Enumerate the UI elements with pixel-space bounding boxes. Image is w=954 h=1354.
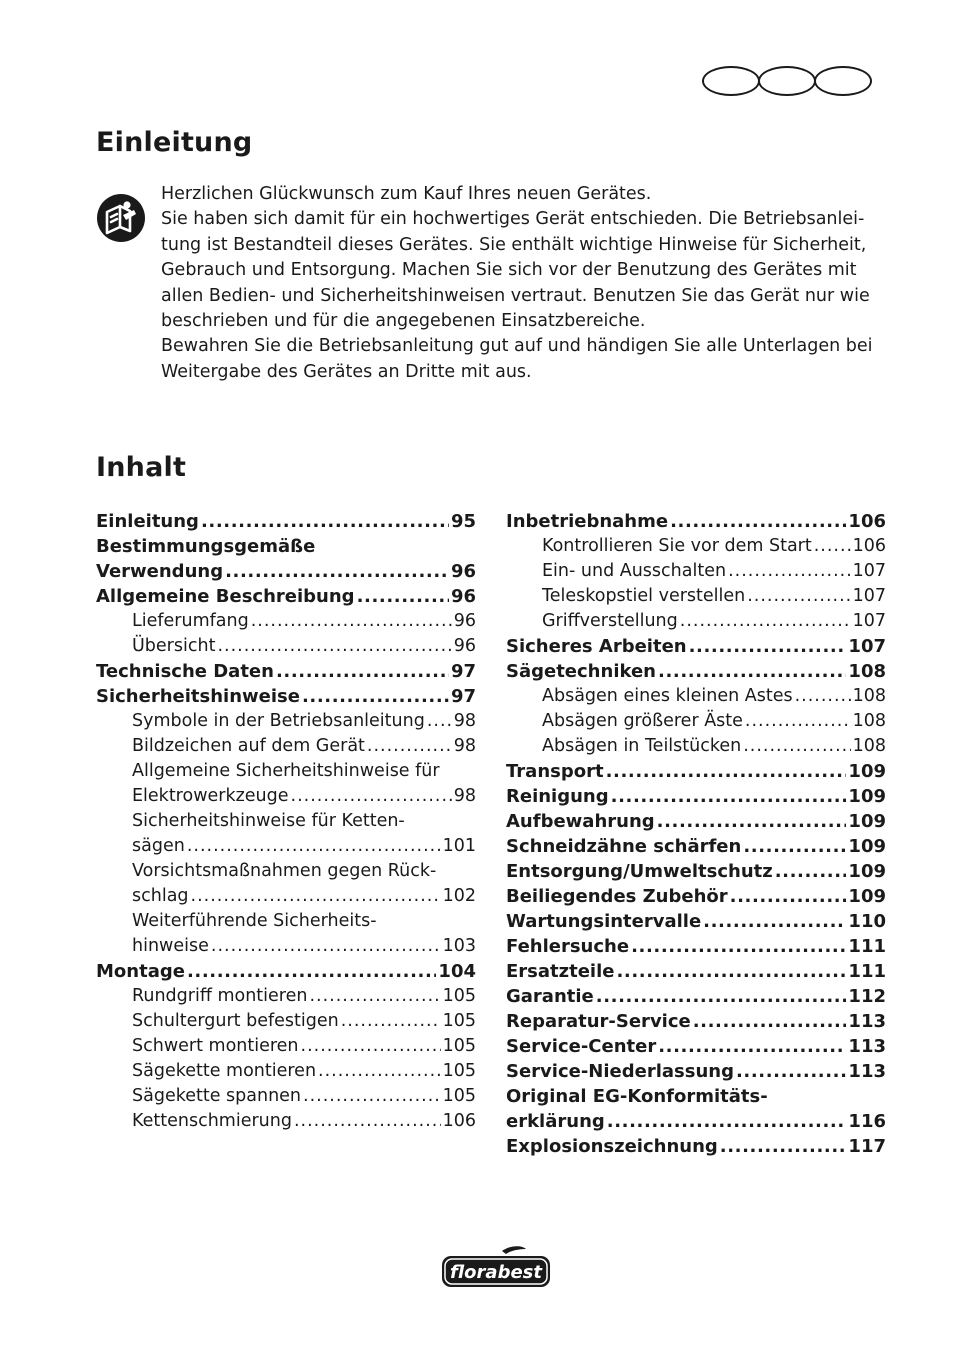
toc-entry-title: schlag	[132, 886, 189, 906]
toc-entry-title: Griffverstellung	[542, 611, 678, 631]
toc-leader-dots	[775, 859, 847, 884]
intro-line: Weitergabe des Gerätes an Dritte mit aus.	[161, 361, 532, 382]
toc-entry-page: 109	[848, 861, 886, 882]
intro-line: allen Bedien- und Sicherheitshinweisen vertraut. Benutzen Sie das Gerät nur wie	[161, 285, 870, 306]
toc-leader-dots	[743, 834, 846, 859]
toc-entry[interactable]	[96, 509, 476, 534]
toc-entry-page: 109	[848, 811, 886, 832]
toc-leader-dots	[318, 1059, 441, 1084]
toc-leader-dots	[302, 684, 449, 709]
toc-entry-page: 116	[848, 1111, 886, 1132]
toc-entry-page: 113	[848, 1011, 886, 1032]
toc-leader-dots	[201, 509, 449, 534]
toc-entry[interactable]	[506, 884, 886, 909]
toc-entry-page: 101	[442, 836, 476, 856]
toc-entry[interactable]	[96, 834, 476, 859]
toc-entry[interactable]	[96, 809, 476, 834]
toc-leader-dots	[427, 709, 452, 734]
toc-entry-page: 106	[848, 511, 886, 532]
toc-leader-dots	[631, 934, 846, 959]
toc-entry[interactable]	[96, 659, 476, 684]
toc-entry-page: 98	[453, 711, 476, 731]
toc-leader-dots	[689, 634, 847, 659]
toc-entry-title: Ersatzteile	[506, 961, 615, 982]
toc-entry-title: Allgemeine Sicherheitshinweise für	[132, 761, 440, 781]
toc-entry[interactable]	[96, 884, 476, 909]
toc-entry-page: 112	[848, 986, 886, 1007]
toc-leader-dots	[291, 784, 452, 809]
toc-entry-page: 108	[848, 661, 886, 682]
toc-leader-dots	[736, 1059, 846, 1084]
toc-entry-title: Sägekette montieren	[132, 1061, 317, 1081]
toc-entry[interactable]	[506, 609, 886, 634]
toc-leader-dots	[294, 1109, 441, 1134]
toc-entry-title: Sägetechniken	[506, 661, 656, 682]
toc-leader-dots	[658, 659, 846, 684]
toc-entry-page: 97	[450, 686, 476, 707]
language-oval-icon	[702, 66, 760, 96]
florabest-logo	[440, 1245, 552, 1289]
toc-entry[interactable]	[96, 959, 476, 984]
language-ovals	[702, 66, 888, 98]
toc-entry-page: 111	[848, 961, 886, 982]
toc-title: Inhalt	[96, 452, 187, 483]
toc-entry-title: Sägekette spannen	[132, 1086, 302, 1106]
toc-entry[interactable]	[506, 834, 886, 859]
toc-entry-title: Fehlersuche	[506, 936, 630, 957]
toc-entry-title: Teleskopstiel verstellen	[542, 586, 746, 606]
toc-entry[interactable]	[506, 1009, 886, 1034]
toc-leader-dots	[225, 559, 449, 584]
toc-entry-page: 117	[848, 1136, 886, 1157]
toc-entry-page: 108	[852, 736, 886, 756]
toc-entry-title: Elektrowerkzeuge	[132, 786, 289, 806]
toc-leader-dots	[217, 634, 451, 659]
toc-entry[interactable]	[506, 909, 886, 934]
toc-entry-page: 109	[848, 761, 886, 782]
toc-leader-dots	[301, 1034, 441, 1059]
toc-entry[interactable]	[506, 984, 886, 1009]
intro-title: Einleitung	[96, 127, 253, 158]
toc-leader-dots	[693, 1009, 847, 1034]
toc-entry-title: Vorsichtsmaßnahmen gegen Rück-	[132, 861, 437, 881]
toc-entry-title: Rundgriff montieren	[132, 986, 308, 1006]
toc-entry-title: Übersicht	[132, 636, 216, 656]
toc-entry-title: Symbole in der Betriebsanleitung	[132, 711, 425, 731]
toc-entry[interactable]	[96, 759, 476, 784]
toc-leader-dots	[596, 984, 847, 1009]
toc-entry[interactable]	[96, 709, 476, 734]
intro-line: Gebrauch und Entsorgung. Machen Sie sich vor der Benutzung des Gerätes mit	[161, 260, 857, 281]
toc-leader-dots	[309, 984, 440, 1009]
toc-leader-dots	[720, 1134, 847, 1159]
toc-entry[interactable]	[96, 1059, 476, 1084]
toc-entry-page: 105	[442, 1061, 476, 1081]
toc-entry-page: 96	[450, 561, 476, 582]
toc-entry[interactable]	[506, 684, 886, 709]
toc-entry-page: 96	[453, 611, 476, 631]
toc-entry-title: Aufbewahrung	[506, 811, 655, 832]
toc-entry[interactable]	[506, 659, 886, 684]
toc-entry-title: Bildzeichen auf dem Gerät	[132, 736, 365, 756]
toc-leader-dots	[743, 734, 850, 759]
toc-entry[interactable]	[506, 934, 886, 959]
toc-entry-page: 105	[442, 1086, 476, 1106]
toc-entry[interactable]	[96, 859, 476, 884]
toc-entry-title: Inbetriebnahme	[506, 511, 669, 532]
toc-leader-dots	[211, 934, 441, 959]
toc-entry-title: Absägen eines kleinen Astes	[542, 686, 793, 706]
toc-entry[interactable]	[506, 1109, 886, 1134]
toc-entry-title: Sicheres Arbeiten	[506, 636, 687, 657]
logo-text: florabest	[450, 1262, 542, 1283]
toc-entry[interactable]	[506, 534, 886, 559]
toc-leader-dots	[703, 909, 846, 934]
toc-entry[interactable]	[506, 1059, 886, 1084]
toc-entry[interactable]	[96, 1084, 476, 1109]
toc-entry-page: 109	[848, 836, 886, 857]
toc-entry[interactable]	[506, 559, 886, 584]
toc-entry[interactable]	[506, 784, 886, 809]
toc-entry-page: 108	[852, 711, 886, 731]
toc-entry[interactable]	[506, 809, 886, 834]
toc-entry-page: 107	[848, 636, 886, 657]
toc-entry-page: 97	[450, 661, 476, 682]
toc-entry-title: Schultergurt befestigen	[132, 1011, 339, 1031]
language-oval-icon	[758, 66, 816, 96]
toc-leader-dots	[795, 684, 851, 709]
toc-entry-title: Verwendung	[96, 561, 224, 582]
read-manual-icon	[96, 193, 146, 243]
toc-entry-title: Original EG-Konformitäts-	[506, 1086, 768, 1107]
toc-leader-dots	[611, 784, 847, 809]
toc-entry-title: Einleitung	[96, 511, 199, 532]
toc-leader-dots	[730, 884, 847, 909]
toc-entry-page: 109	[848, 886, 886, 907]
toc-entry-page: 95	[450, 511, 476, 532]
toc-entry[interactable]	[96, 1034, 476, 1059]
toc-entry-page: 105	[442, 1011, 476, 1031]
toc-entry-page: 106	[442, 1111, 476, 1131]
toc-entry-title: Bestimmungsgemäße	[96, 536, 316, 557]
toc-entry-page: 113	[848, 1036, 886, 1057]
toc-entry-title: Montage	[96, 961, 185, 982]
toc-entry[interactable]	[506, 959, 886, 984]
toc-entry-page: 109	[848, 786, 886, 807]
toc-entry-title: Reinigung	[506, 786, 609, 807]
toc-entry[interactable]	[506, 1134, 886, 1159]
toc-entry[interactable]	[96, 1009, 476, 1034]
toc-entry-title: Absägen größerer Äste	[542, 711, 743, 731]
toc-leader-dots	[657, 809, 847, 834]
toc-leader-dots	[357, 584, 449, 609]
toc-entry-title: Service-Center	[506, 1036, 657, 1057]
toc-leader-dots	[747, 584, 850, 609]
toc-entry-title: Technische Daten	[96, 661, 274, 682]
intro-line: Bewahren Sie die Betriebsanleitung gut auf und händigen Sie alle Unterlagen bei	[161, 336, 873, 357]
toc-column-left	[96, 509, 476, 1134]
toc-entry-page: 96	[450, 586, 476, 607]
toc-entry-page: 107	[852, 561, 886, 581]
toc-entry-page: 105	[442, 1036, 476, 1056]
toc-entry-page: 104	[438, 961, 476, 982]
toc-entry-title: Schwert montieren	[132, 1036, 299, 1056]
toc-entry[interactable]	[96, 984, 476, 1009]
toc-entry-title: Sicherheitshinweise	[96, 686, 300, 707]
toc-entry-title: Wartungsintervalle	[506, 911, 702, 932]
toc-entry-title: Service-Niederlassung	[506, 1061, 734, 1082]
toc-entry[interactable]	[506, 759, 886, 784]
intro-line: tung ist Bestandteil dieses Gerätes. Sie enthält wichtige Hinweise für Sicherheit,	[161, 234, 867, 255]
toc-leader-dots	[616, 959, 846, 984]
toc-leader-dots	[276, 659, 449, 684]
toc-leader-dots	[658, 1034, 846, 1059]
toc-entry[interactable]	[96, 634, 476, 659]
toc-entry[interactable]	[506, 634, 886, 659]
toc-entry-title: sägen	[132, 836, 185, 856]
toc-entry[interactable]	[96, 584, 476, 609]
toc-entry[interactable]	[96, 559, 476, 584]
toc-entry-title: Ein- und Ausschalten	[542, 561, 727, 581]
toc-entry-title: Entsorgung/Umweltschutz	[506, 861, 773, 882]
toc-entry[interactable]	[96, 909, 476, 934]
intro-line: beschrieben und für die angegebenen Einsatzbereiche.	[161, 311, 646, 332]
intro-line: Sie haben sich damit für ein hochwertiges Gerät entschieden. Die Betriebsanlei-	[161, 209, 865, 230]
toc-leader-dots	[814, 534, 851, 559]
toc-entry-page: 108	[852, 686, 886, 706]
toc-entry-title: Explosionszeichnung	[506, 1136, 718, 1157]
toc-entry-title: Allgemeine Beschreibung	[96, 586, 355, 607]
toc-entry[interactable]	[506, 509, 886, 534]
toc-leader-dots	[187, 834, 441, 859]
intro-line: Herzlichen Glückwunsch zum Kauf Ihres neuen Gerätes.	[161, 184, 652, 204]
toc-entry-page: 103	[442, 936, 476, 956]
toc-entry-title: Beiliegendes Zubehör	[506, 886, 728, 907]
toc-entry[interactable]	[96, 534, 476, 559]
toc-entry-title: Garantie	[506, 986, 594, 1007]
toc-leader-dots	[251, 609, 452, 634]
toc-entry[interactable]	[506, 1084, 886, 1109]
toc-entry[interactable]	[96, 934, 476, 959]
toc-entry-title: Lieferumfang	[132, 611, 249, 631]
toc-entry[interactable]	[96, 784, 476, 809]
toc-entry-title: Absägen in Teilstücken	[542, 736, 742, 756]
toc-leader-dots	[367, 734, 452, 759]
toc-entry-title: Kettenschmierung	[132, 1111, 292, 1131]
toc-entry[interactable]	[96, 609, 476, 634]
toc-leader-dots	[606, 759, 847, 784]
toc-leader-dots	[191, 884, 441, 909]
toc-entry-title: Kontrollieren Sie vor dem Start	[542, 536, 812, 556]
toc-entry-title: Transport	[506, 761, 604, 782]
toc-entry-page: 111	[848, 936, 886, 957]
toc-entry-page: 106	[852, 536, 886, 556]
toc-entry-page: 105	[442, 986, 476, 1006]
toc-entry-title: erklärung	[506, 1111, 605, 1132]
toc-leader-dots	[670, 509, 846, 534]
toc-entry[interactable]	[506, 1034, 886, 1059]
toc-leader-dots	[303, 1084, 441, 1109]
toc-entry[interactable]	[506, 584, 886, 609]
toc-leader-dots	[341, 1009, 441, 1034]
toc-entry[interactable]	[96, 734, 476, 759]
toc-leader-dots	[745, 709, 851, 734]
toc-entry-page: 113	[848, 1061, 886, 1082]
toc-leader-dots	[187, 959, 436, 984]
toc-entry-page: 107	[852, 586, 886, 606]
toc-leader-dots	[607, 1109, 847, 1134]
toc-entry-title: Sicherheitshinweise für Ketten-	[132, 811, 405, 831]
language-oval-icon	[814, 66, 872, 96]
toc-entry-title: Schneidzähne schärfen	[506, 836, 742, 857]
toc-leader-dots	[728, 559, 851, 584]
toc-entry[interactable]	[506, 859, 886, 884]
toc-column-right	[506, 509, 886, 1159]
toc-entry[interactable]	[96, 1109, 476, 1134]
toc-entry[interactable]	[506, 709, 886, 734]
toc-entry[interactable]	[506, 734, 886, 759]
toc-entry-title: hinweise	[132, 936, 209, 956]
toc-entry-title: Weiterführende Sicherheits-	[132, 911, 377, 931]
toc-entry[interactable]	[96, 684, 476, 709]
toc-entry-page: 107	[852, 611, 886, 631]
toc-leader-dots	[680, 609, 851, 634]
toc-entry-page: 98	[453, 786, 476, 806]
toc-entry-page: 110	[848, 911, 886, 932]
toc-entry-page: 98	[453, 736, 476, 756]
toc-entry-page: 102	[442, 886, 476, 906]
toc-entry-page: 96	[453, 636, 476, 656]
intro-text	[161, 182, 891, 385]
toc-entry-title: Reparatur-Service	[506, 1011, 691, 1032]
